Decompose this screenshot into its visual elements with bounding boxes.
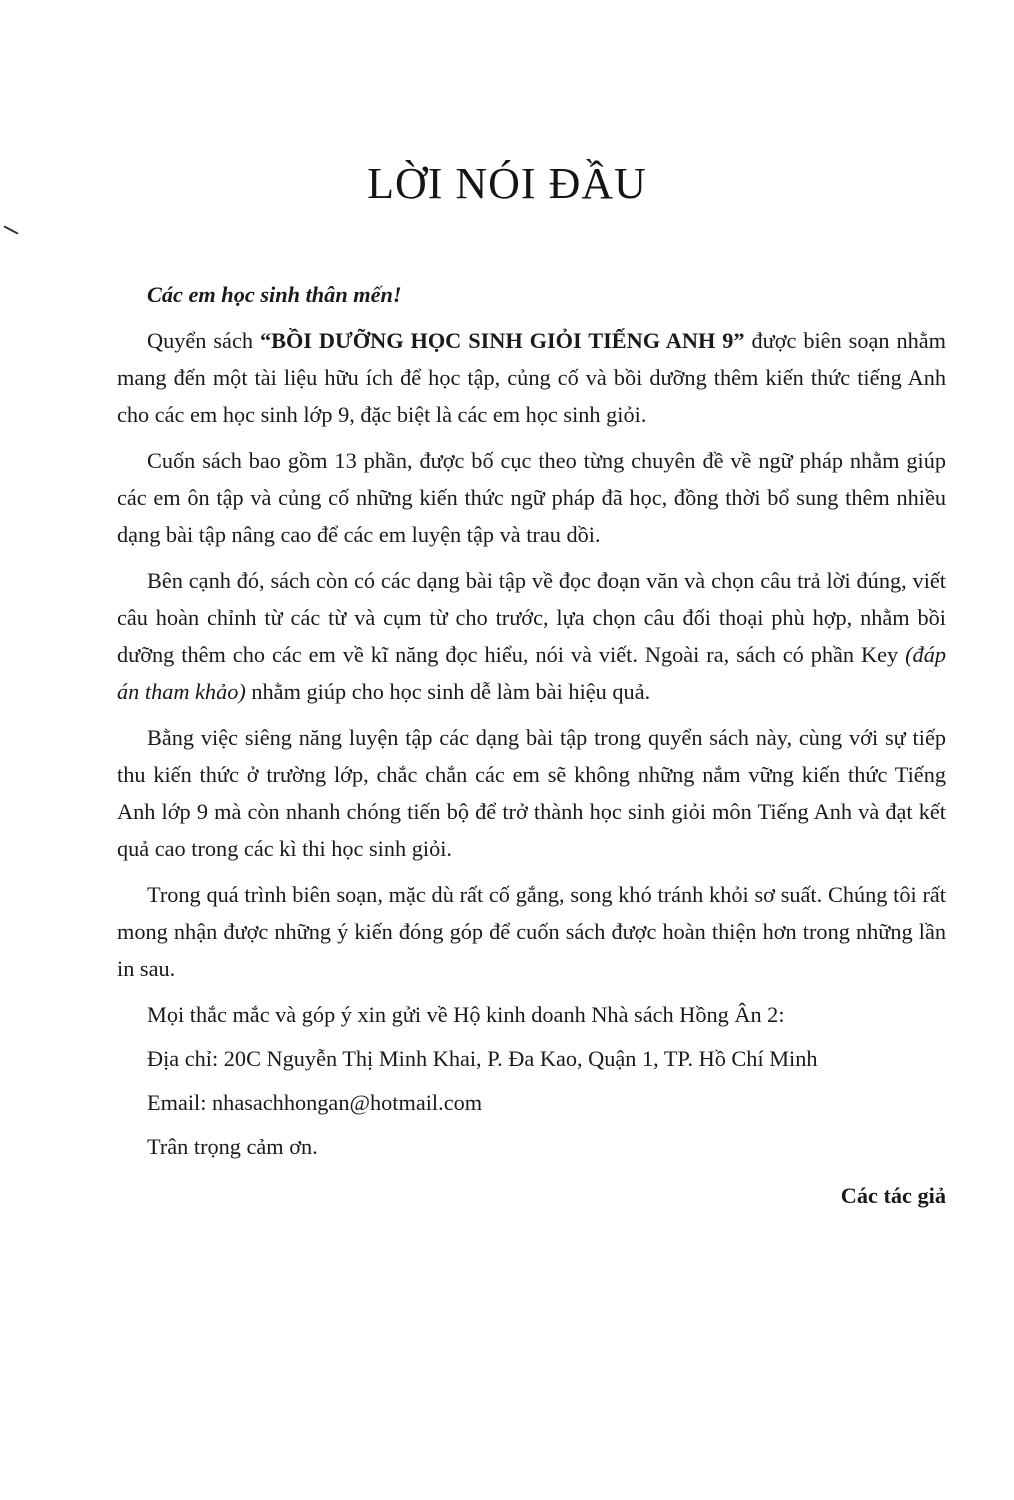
paragraph-4: Bằng việc siêng năng luyện tập các dạng bài tập trong quyển sách này, cùng với sự tiếp thu kiến thức ở trường lớp, chắc chắn các em sẽ không những nắm vững kiến thức Tiếng Anh lớp 9 mà còn nhanh chóng tiến bộ để trở thành học sinh giỏi môn Tiếng Anh và đạt kết quả cao trong các kì thi học sinh giỏi. bbox=[117, 725, 946, 861]
paragraph-1 bbox=[117, 322, 946, 433]
preface-body bbox=[117, 276, 946, 1223]
paragraph-3 bbox=[117, 562, 946, 710]
thanks: Trân trọng cảm ơn. bbox=[147, 1134, 318, 1159]
signature: Các tác giả bbox=[840, 1183, 946, 1208]
paragraph-1-lead: Quyển sách bbox=[147, 328, 260, 353]
paragraph-2: Cuốn sách bao gồm 13 phần, được bố cục theo từng chuyên đề về ngữ pháp nhằm giúp các em ôn tập và củng cố những kiến thức ngữ pháp đã học, đồng thời bổ sung thêm nhiều dạng bài tập nâng cao để các em luyện tập và trau dồi. bbox=[117, 448, 946, 547]
paragraph-3-rest: nhằm giúp cho học sinh dễ làm bài hiệu quả. bbox=[245, 679, 651, 704]
email: Email: nhasachhongan@hotmail.com bbox=[147, 1090, 483, 1115]
pen-mark bbox=[3, 225, 18, 234]
answer-key-note: (đáp án tham khảo) bbox=[117, 642, 946, 704]
contact-intro: Mọi thắc mắc và góp ý xin gửi về Hộ kinh doanh Nhà sách Hồng Ân 2: bbox=[147, 1002, 785, 1027]
book-title: “BỒI DƯỠNG HỌC SINH GIỎI TIẾNG ANH 9” bbox=[259, 328, 745, 353]
paragraph-1-rest: được biên soạn nhằm mang đến một tài liệu hữu ích để học tập, củng cố và bồi dưỡng thêm kiến thức tiếng Anh cho các em học sinh lớp 9, đặc biệt là các em học sinh giỏi. bbox=[117, 328, 946, 427]
address: Địa chỉ: 20C Nguyễn Thị Minh Khai, P. Đa Kao, Quận 1, TP. Hồ Chí Minh bbox=[147, 1046, 818, 1071]
greeting: Các em học sinh thân mến! bbox=[147, 282, 402, 307]
paragraph-5: Trong quá trình biên soạn, mặc dù rất cố gắng, song khó tránh khỏi sơ suất. Chúng tôi rất mong nhận được những ý kiến đóng góp để cuốn sách được hoàn thiện hơn trong những lần in sau. bbox=[117, 882, 946, 981]
page-title: LỜI NÓI ĐẦU bbox=[367, 159, 647, 208]
paragraph-3-lead: Bên cạnh đó, sách còn có các dạng bài tập về đọc đoạn văn và chọn câu trả lời đúng, viết câu hoàn chỉnh từ các từ và cụm từ cho trước, lựa chọn câu đối thoại phù hợp, nhằm bồi dưỡng thêm cho các em về kĩ năng đọc hiểu, nói và viết. Ngoài ra, sách có phần Key bbox=[117, 568, 946, 667]
